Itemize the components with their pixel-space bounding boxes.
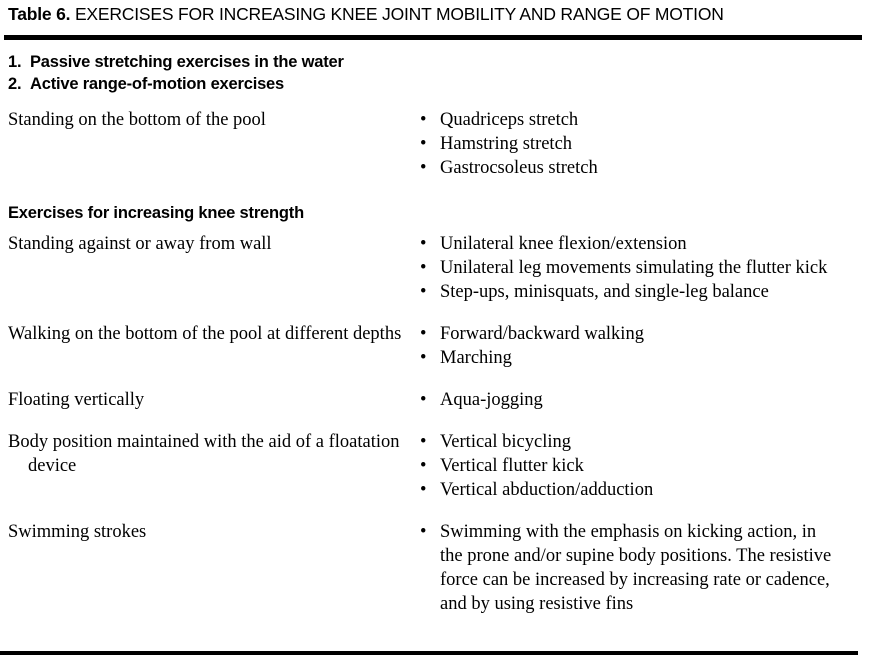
table-row [8,232,870,304]
list-item-label: Forward/backward walking [440,324,644,344]
list-item-label: Unilateral leg movements simulating the flutter kick [440,258,828,278]
row-exercise-list [418,520,870,616]
row-position-label: Standing against or away from wall [8,234,272,254]
row-position-label: Swimming strokes [8,522,147,542]
bullet-icon: • [420,432,427,452]
row-exercise-list [418,388,870,412]
bullet-icon: • [420,110,427,130]
table-caption-text: EXERCISES FOR INCREASING KNEE JOINT MOBILITY AND RANGE OF MOTION [74,4,724,24]
list-item [418,520,840,616]
row-position-label: Floating vertically [8,390,145,410]
bullet-icon: • [420,390,427,410]
list-item-label: Vertical flutter kick [440,456,584,476]
row-exercise-list [418,108,870,180]
table-row [8,430,870,502]
table-rows-top [8,108,870,180]
list-item [418,478,840,502]
list-item-label: Unilateral knee flexion/extension [440,234,687,254]
list-item [418,256,840,280]
section-heading: Exercises for increasing knee strength [8,204,304,222]
list-item-label: Marching [440,348,512,368]
numbered-item-label: Passive stretching exercises in the water [30,53,344,71]
bullet-icon: • [420,282,427,302]
list-item [418,454,840,478]
table-row [8,322,870,370]
table-caption [8,0,870,27]
list-item [418,388,840,412]
list-item-label: Swimming with the emphasis on kicking action, in the prone and/or supine body positions. The resistive force can be increased by increasing rate or cadence, and by using resistive fins [440,522,832,614]
list-item [418,108,840,132]
list-item-label: Vertical abduction/adduction [440,480,654,500]
numbered-item-number: 1. [8,53,22,71]
row-position-label: Body position maintained with the aid of a floatation device [8,432,400,476]
row-exercise-list [418,430,870,502]
list-item [418,280,840,304]
table-row [8,520,870,616]
numbered-item-number: 2. [8,75,22,93]
list-item [418,132,840,156]
table-top-rule [4,35,862,40]
list-item [418,322,840,346]
list-item [418,346,840,370]
table-row [8,108,870,180]
row-position-label: Walking on the bottom of the pool at different depths [8,324,402,344]
list-item-label: Vertical bicycling [440,432,571,452]
list-item-label: Aqua-jogging [440,390,543,410]
bullet-icon: • [420,348,427,368]
list-item-label: Step-ups, minisquats, and single-leg balance [440,282,769,302]
numbered-item [8,73,870,95]
bullet-icon: • [420,324,427,344]
bullet-icon: • [420,456,427,476]
bullet-icon: • [420,234,427,254]
numbered-item [8,51,870,73]
bullet-icon: • [420,522,427,542]
numbered-heading-list [8,51,870,95]
list-item-label: Gastrocsoleus stretch [440,158,598,178]
bullet-icon: • [420,158,427,178]
table-row [8,388,870,412]
row-exercise-list [418,232,870,304]
list-item [418,232,840,256]
row-position-label: Standing on the bottom of the pool [8,110,266,130]
table-caption-label: Table 6. [8,4,71,24]
list-item [418,430,840,454]
bullet-icon: • [420,258,427,278]
table-rows-strength [8,232,870,616]
numbered-item-label: Active range-of-motion exercises [30,75,285,93]
list-item-label: Hamstring stretch [440,134,573,154]
row-exercise-list [418,322,870,370]
bullet-icon: • [420,134,427,154]
list-item-label: Quadriceps stretch [440,110,579,130]
table-bottom-rule [0,651,858,655]
bullet-icon: • [420,480,427,500]
list-item [418,156,840,180]
